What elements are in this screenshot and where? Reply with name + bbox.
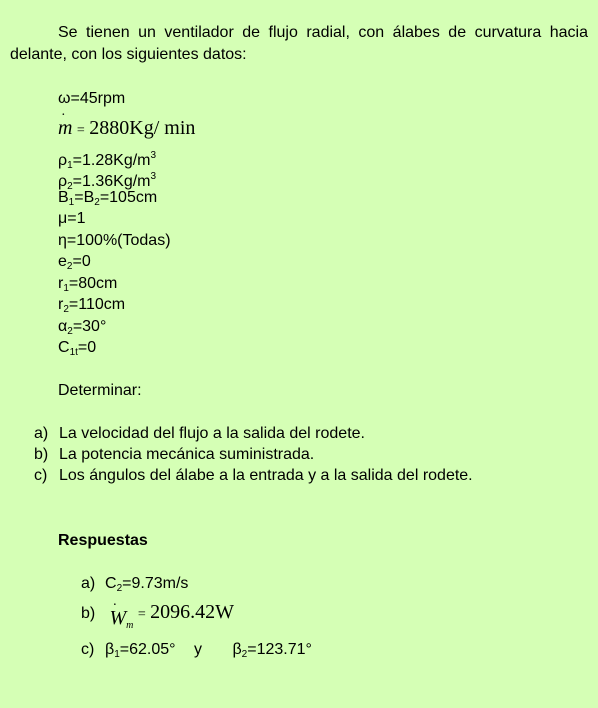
beta2-symbol: β	[232, 641, 242, 658]
beta2-value: =123.71°	[247, 641, 312, 658]
beta1-symbol: β	[105, 641, 115, 658]
c1t-value: =0	[77, 339, 97, 356]
w-letter: W	[109, 607, 127, 629]
question-a-label: a)	[34, 425, 49, 442]
intro-paragraph: Se tienen un ventilador de flujo radial, con álabes de curvatura hacia delante, con los siguientes datos:	[10, 24, 588, 63]
beta1-sub: 1	[114, 649, 120, 660]
r2-symbol: r	[58, 296, 64, 313]
w-symbol	[109, 608, 133, 636]
m-equals: =	[76, 123, 85, 138]
r1-symbol: r	[58, 275, 64, 292]
answer-a	[81, 574, 188, 599]
beta2-sub: 2	[241, 649, 248, 660]
rho2-sup: 3	[150, 171, 157, 182]
question-c-text: Los ángulos del álabe a la entrada y a la salida del rodete.	[59, 467, 473, 484]
m-unit: / min	[153, 117, 196, 139]
rho2-symbol: ρ	[58, 173, 68, 190]
e-sub: 2	[66, 261, 73, 272]
rho2-value: =1.36Kg/m	[72, 173, 151, 190]
question-c	[34, 466, 473, 486]
e-value: =0	[72, 253, 91, 270]
answer-c	[81, 640, 312, 665]
question-a-text: La velocidad del flujo a la salida del rodete.	[59, 425, 365, 442]
alpha-value: =30°	[72, 318, 107, 335]
y-word: y	[194, 641, 202, 658]
r2-sub: 2	[63, 304, 69, 315]
alpha-symbol: α	[58, 318, 68, 335]
rho1-value: =1.28Kg/m	[72, 152, 151, 169]
determinar-heading: Determinar:	[58, 382, 142, 399]
m-value: 2880Kg	[89, 117, 154, 139]
rho1-sub: 1	[67, 160, 73, 171]
answer-b-label: b)	[81, 605, 96, 622]
question-a	[34, 424, 365, 444]
question-b-text: La potencia mecánica suministrada.	[59, 446, 315, 463]
rho2-sub: 2	[67, 181, 73, 192]
answer-a-symbol: C	[105, 575, 117, 592]
c1t-symbol: C	[58, 339, 70, 356]
r2-value: =110cm	[68, 296, 126, 313]
b-value: =105cm	[99, 189, 158, 206]
r1-value: =80cm	[68, 275, 118, 292]
m-symbol: · m	[58, 118, 72, 138]
answer-c-label: c)	[81, 641, 95, 658]
answer-b	[81, 602, 234, 630]
mass-flow-line	[58, 118, 195, 141]
answer-a-value: =9.73m/s	[122, 575, 189, 592]
b-symbol: B	[58, 189, 69, 206]
rho1-sup: 3	[150, 150, 157, 161]
b-value: 2096.42W	[150, 601, 235, 623]
b-equals: =	[137, 607, 146, 622]
b-sub2: 2	[94, 197, 100, 208]
c1t-line	[58, 338, 96, 363]
question-b-label: b)	[34, 446, 49, 463]
b-mid: =B	[74, 189, 95, 206]
b-sub1: 1	[68, 197, 75, 208]
c1t-sub: 1t	[69, 347, 78, 358]
mu-line: μ=1	[58, 210, 86, 227]
beta1-value: =62.05°	[119, 641, 176, 658]
answer-a-label: a)	[81, 575, 96, 592]
alpha-sub: 2	[67, 326, 73, 337]
omega-line: ω=45rpm	[58, 90, 126, 107]
respuestas-heading: Respuestas	[58, 532, 148, 549]
rho1-symbol: ρ	[58, 152, 68, 169]
r1-sub: 1	[63, 283, 69, 294]
question-c-label: c)	[34, 467, 48, 484]
w-sub: m	[126, 620, 134, 631]
question-b	[34, 445, 314, 465]
eta-line: η=100%(Todas)	[58, 232, 171, 249]
e-symbol: e	[58, 253, 67, 270]
answer-a-sub: 2	[116, 583, 123, 594]
